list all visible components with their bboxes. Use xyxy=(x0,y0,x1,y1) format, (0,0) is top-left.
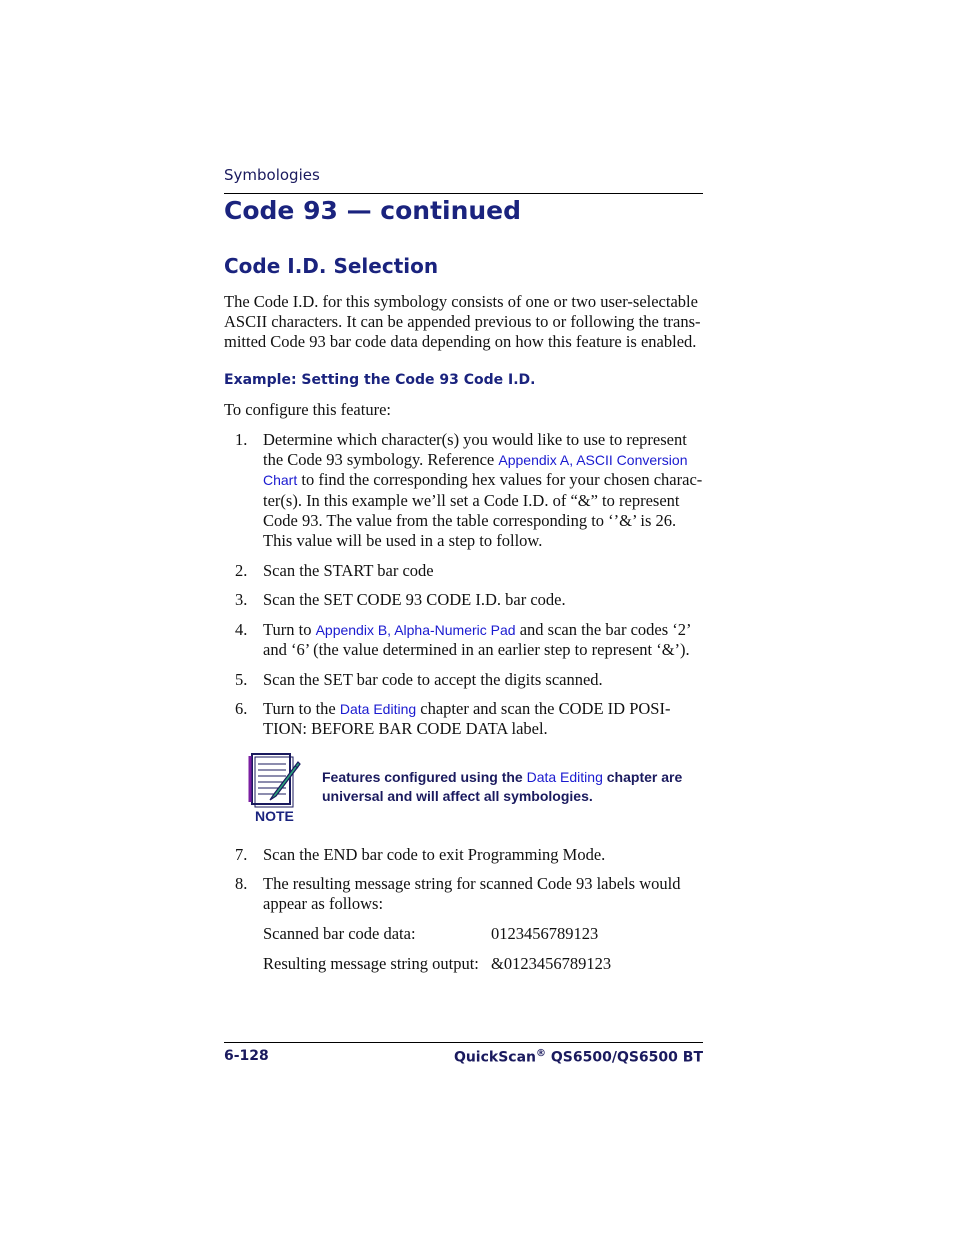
product-model: QS6500/QS6500 BT xyxy=(546,1049,703,1066)
step-text: Scan the SET bar code to accept the digits scanned. xyxy=(263,670,603,689)
step-text-post: and scan the bar codes ‘2’ and ‘6’ (the value determined in an earlier step to represent ‘&’). xyxy=(263,620,691,660)
step-number: 2. xyxy=(235,561,248,580)
product-name xyxy=(454,1048,703,1066)
step-number: 7. xyxy=(235,845,248,864)
page-number: 6-128 xyxy=(224,1048,269,1064)
step-text-post: to find the corresponding hex values for your chosen charac-ter(s). In this example we’ll set a Code I.D. of “&” to represent Code 93. The value from the table corresponding to ‘’&’ is 26. This value will be used in a step to follow. xyxy=(263,470,703,551)
step-text: The resulting message string for scanned Code 93 labels would appear as follows: xyxy=(263,874,681,914)
appendix-b-link[interactable]: Appendix B, Alpha-Numeric Pad xyxy=(315,622,516,638)
step-number: 6. xyxy=(235,699,248,718)
intro-paragraph: The Code I.D. for this symbology consists of one or two user-selectable ASCII characters. It can be appended previous to or following the trans-mitted Code 93 bar code data depending on how this feature is enabled. xyxy=(224,292,701,352)
step-text xyxy=(263,699,703,739)
step-text: Scan the SET CODE 93 CODE I.D. bar code. xyxy=(263,590,566,609)
section-title: Code I.D. Selection xyxy=(224,254,439,278)
configure-text: To configure this feature: xyxy=(224,400,391,419)
footer-rule xyxy=(224,1042,703,1043)
registered-mark: ® xyxy=(536,1048,547,1059)
page-title: Code 93 — continued xyxy=(224,196,522,225)
header-rule xyxy=(224,193,703,194)
note-text-post: chapter are universal and will affect all symbologies. xyxy=(322,769,683,804)
step-text-pre: Turn to the xyxy=(263,699,340,718)
result-label: Scanned bar code data: xyxy=(263,924,416,943)
note-label: NOTE xyxy=(255,808,294,824)
step-text: Scan the START bar code xyxy=(263,561,434,580)
note-data-editing-link[interactable]: Data Editing xyxy=(526,769,603,785)
note-text-pre: Features configured using the xyxy=(322,769,527,785)
step-number: 4. xyxy=(235,620,248,639)
step-number: 5. xyxy=(235,670,248,689)
appendix-a-link[interactable]: Appendix A, ASCII Conversion Chart xyxy=(263,452,688,489)
step-number: 8. xyxy=(235,874,248,893)
result-label: Resulting message string output: xyxy=(263,954,479,973)
step-text-pre: Determine which character(s) you would like to use to represent the Code 93 symbology. Reference xyxy=(263,430,687,470)
section-header: Symbologies xyxy=(224,166,320,184)
step-text xyxy=(263,430,703,551)
step-text-post: chapter and scan the CODE ID POSI-TION: BEFORE BAR CODE DATA label. xyxy=(263,699,671,739)
note-box xyxy=(248,750,703,825)
result-value: &0123456789123 xyxy=(491,954,612,973)
step-text-pre: Turn to xyxy=(263,620,316,639)
product-brand: QuickScan xyxy=(453,1049,537,1066)
step-number: 3. xyxy=(235,590,248,609)
example-heading: Example: Setting the Code 93 Code I.D. xyxy=(224,372,536,388)
step-number: 1. xyxy=(235,430,248,449)
data-editing-link[interactable]: Data Editing xyxy=(339,701,417,717)
step-text: Scan the END bar code to exit Programming Mode. xyxy=(263,845,606,864)
result-value: 0123456789123 xyxy=(491,924,599,943)
note-text xyxy=(322,768,692,806)
step-text xyxy=(263,620,703,660)
notepad-icon xyxy=(248,750,304,808)
